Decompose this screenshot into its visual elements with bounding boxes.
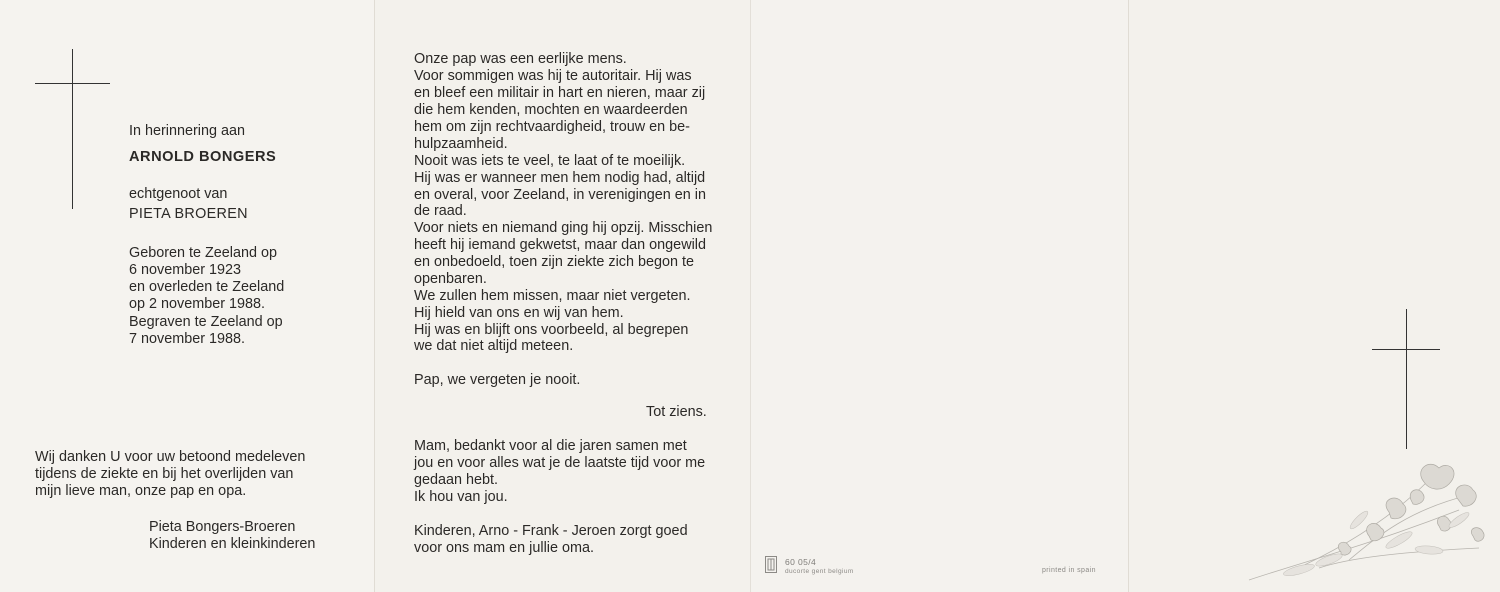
tribute-line: we dat niet altijd meteen. — [414, 338, 574, 354]
print-code: 60 05/4 — [785, 557, 817, 567]
tribute-line: en overal, voor Zeeland, in verenigingen en in — [414, 187, 707, 203]
farewell-line: Pap, we vergeten je nooit. — [414, 372, 581, 388]
thanks-line: mijn lieve man, onze pap en opa. — [35, 483, 247, 499]
card-panel-text — [374, 0, 750, 592]
tribute-line: openbaren. — [414, 271, 487, 287]
tribute-line: hulpzaamheid. — [414, 136, 508, 152]
spouse-name: PIETA BROEREN — [129, 206, 248, 222]
tribute-line: Hij hield van ons en wij van hem. — [414, 305, 624, 321]
mother-line: Ik hou van jou. — [414, 489, 508, 505]
tribute-line: Voor sommigen was hij te autoritair. Hij was — [414, 68, 692, 84]
tribute-line: en bleef een militair in hart en nieren, maar zij — [414, 85, 706, 101]
tribute-line: Onze pap was een eerlijke mens. — [414, 51, 627, 67]
mother-line: jou en voor alles wat je de laatste tijd voor me — [414, 455, 706, 471]
publisher-name: ducorte gent belgium — [785, 568, 854, 575]
signature-line: Kinderen en kleinkinderen — [149, 536, 316, 552]
deceased-name: ARNOLD BONGERS — [129, 149, 277, 165]
tribute-line: Hij was en blijft ons voorbeeld, al begrepen — [414, 322, 689, 338]
children-line: voor ons mam en jullie oma. — [414, 540, 594, 556]
life-line: op 2 november 1988. — [129, 296, 266, 312]
tribute-line: heeft hij iemand gekwetst, maar dan ongewild — [414, 237, 706, 253]
life-line: Geboren te Zeeland op — [129, 245, 278, 261]
mother-line: gedaan hebt. — [414, 472, 499, 488]
mother-line: Mam, bedankt voor al die jaren samen met — [414, 438, 687, 454]
card-panel-cover — [1128, 0, 1500, 592]
memorial-intro: In herinnering aan — [129, 123, 246, 139]
spouse-label: echtgenoot van — [129, 186, 228, 202]
life-line: en overleden te Zeeland — [129, 279, 285, 295]
tribute-line: die hem kenden, mochten en waardeerden — [414, 102, 688, 118]
tribute-line: Hij was er wanneer men hem nodig had, altijd — [414, 170, 706, 186]
tribute-line: Voor niets en niemand ging hij opzij. Misschien — [414, 220, 713, 236]
children-line: Kinderen, Arno - Frank - Jeroen zorgt goed — [414, 523, 688, 539]
tribute-line: en onbedoeld, toen zijn ziekte zich begon te — [414, 254, 695, 270]
tribute-line: de raad. — [414, 203, 467, 219]
tribute-line: Nooit was iets te veel, te laat of te moeilijk. — [414, 153, 686, 169]
closing-line: Tot ziens. — [646, 404, 707, 420]
flowers-illustration — [1229, 440, 1489, 590]
thanks-line: Wij danken U voor uw betoond medeleven — [35, 449, 306, 465]
printed-in: printed in spain — [1042, 567, 1096, 574]
tribute-line: We zullen hem missen, maar niet vergeten. — [414, 288, 691, 304]
card-panel-back — [750, 0, 1128, 592]
publisher-logo-icon — [765, 556, 777, 573]
thanks-line: tijdens de ziekte en bij het overlijden van — [35, 466, 294, 482]
life-line: 6 november 1923 — [129, 262, 242, 278]
card-panel-left — [0, 0, 374, 592]
life-line: 7 november 1988. — [129, 331, 246, 347]
life-line: Begraven te Zeeland op — [129, 314, 283, 330]
signature-line: Pieta Bongers-Broeren — [149, 519, 296, 535]
tribute-line: hem om zijn rechtvaardigheid, trouw en be- — [414, 119, 690, 135]
